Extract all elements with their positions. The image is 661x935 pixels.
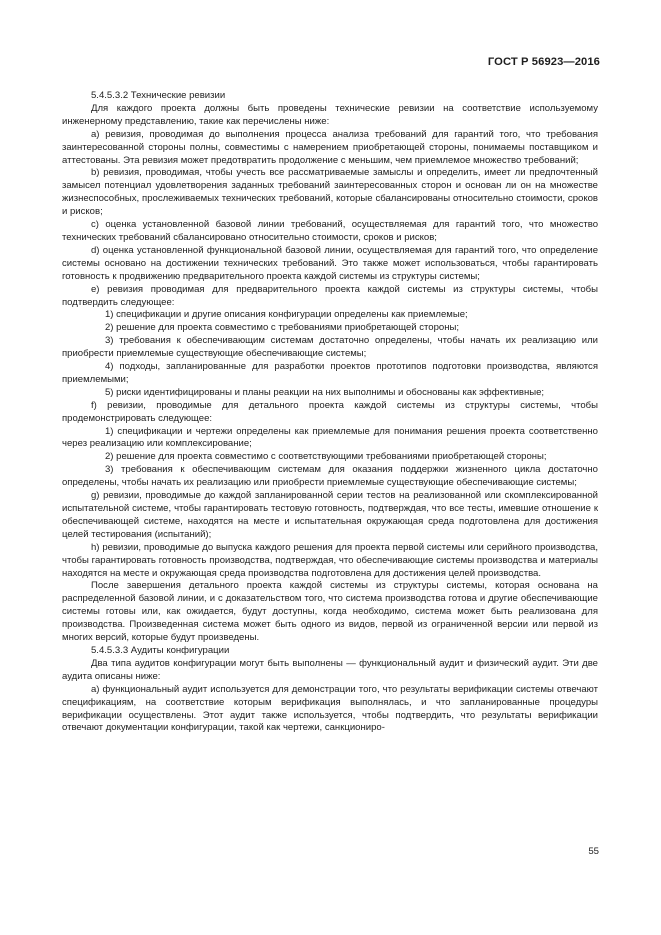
list-item-c: c) оценка установленной базовой линии требований, осуществляемая для гарантий того, что множество технических требований сбалансировано относительно стоимости, сроков и рисков; bbox=[62, 219, 598, 243]
list-item-g: g) ревизии, проводимые до каждой запланированной серии тестов на реализованной или скомплексированной испытательной системе, чтобы гарантировать тестовую готовность, подтверждая, что все тесты, имевшие отношение к обеспечивающей системе, находятся на месте и испытательная окружающая среда подготовлена для достижения целей тестирования (испытаний); bbox=[62, 490, 598, 540]
body-paragraph: Для каждого проекта должны быть проведены технические ревизии на соответствие используемому инженерному представлению, такие как перечислены ниже: bbox=[62, 102, 598, 127]
list-item-f: f) ревизии, проводимые для детального проекта каждой системы из структуры системы, чтобы продемонстрировать следующее: bbox=[62, 399, 598, 424]
section-heading: 5.4.5.3.2 Технические ревизии bbox=[91, 90, 226, 101]
list-item-a: a) ревизия, проводимая до выполнения процесса анализа требований для гарантий того, что требования заинтересованной стороны полны, совместимы с намерением приобретающей стороны, понимаемы поставщиком и аттестованы. Эта ревизия может предотвратить продолжение с меньшим, чем приемлемое множество требований; bbox=[62, 128, 598, 166]
list-item-b: b) ревизия, проводимая, чтобы учесть все рассматриваемые замыслы и определить, имеет ли предпочтенный замысел потенциал удовлетворения заданных требований заинтересованных сторон и основан ли он на множестве жизнеспособных, прослеживаемых технических требований, которые сбалансированы относительно стоимости, сроков и рисков; bbox=[62, 167, 598, 218]
page-number: 55 bbox=[588, 846, 599, 857]
sub-list-item: 2) решение для проекта совместимо с требованиями приобретающей стороны; bbox=[105, 322, 460, 334]
document-body bbox=[62, 90, 598, 735]
sub-list-item: 4) подходы, запланированные для разработки проектов прототипов подготовки производства, являются приемлемыми; bbox=[62, 361, 598, 385]
sub-list-item: 5) риски идентифицированы и планы реакции на них выполнимы и обоснованы как эффективные; bbox=[105, 386, 545, 398]
section-heading: 5.4.5.3.3 Аудиты конфигурации bbox=[91, 644, 230, 656]
body-paragraph: После завершения детального проекта каждой системы из структуры системы, которая основана на распределенной базовой линии, и с доказательством того, что система производства готова и другие обеспечивающие системы готовы или, как ожидается, будут доступны, когда необходимо, система может быть реализована для производства. Произведенная система может быть одного из видов, первой из ограниченной версии или первой из многих версий, которые будут произведены. bbox=[62, 580, 598, 644]
sub-list-item: 2) решение для проекта совместимо с соответствующими требованиями приобретающей стороны; bbox=[105, 451, 547, 463]
body-paragraph: Два типа аудитов конфигурации могут быть выполнены — функциональный аудит и физический аудит. Эти две аудита описаны ниже: bbox=[62, 657, 598, 682]
sub-list-item: 3) требования к обеспечивающим системам достаточно определены, чтобы начать их реализацию или приобрести приемлемые существующие обеспечивающие системы; bbox=[62, 335, 598, 360]
list-item-a: a) функциональный аудит используется для демонстрации того, что результаты верификации системы отвечают спецификациям, на соответствие которым верификация выполнялась, и что запланированные процедуры верификации осуществлены. Этот аудит также используется, чтобы подтвердить, что результаты верификации отвечают документации конфигурации, такой как чертежи, санкциониро- bbox=[62, 683, 598, 734]
list-item-e: e) ревизия проводимая для предварительного проекта каждой системы из структуры системы, чтобы подтвердить следующее: bbox=[62, 283, 598, 308]
list-item-d: d) оценка установленной функциональной базовой линии, осуществляемая для гарантий того, что определение системы основано на достижении технических требований. Это также может использоваться, чтобы гарантировать готовность к продвижению предварительного проекта каждой системы из структуры системы; bbox=[62, 244, 598, 282]
sub-list-item: 3) требования к обеспечивающим системам для оказания поддержки жизненного цикла достаточно определены, чтобы начать их реализацию или приобрести приемлемые существующие обеспечивающие системы; bbox=[62, 464, 598, 489]
list-item-h: h) ревизии, проводимые до выпуска каждого решения для проекта первой системы или серийного производства, чтобы гарантировать готовность производства, подтверждая, что обеспечивающие системы производства и материалы находятся на месте и окружающая среда производства подготовлена для достижения целей производства. bbox=[62, 541, 598, 579]
sub-list-item: 1) спецификации и чертежи определены как приемлемые для понимания решения проекта соответственно через реализацию или комплексирование; bbox=[62, 425, 598, 450]
sub-list-item: 1) спецификации и другие описания конфигурации определены как приемлемые; bbox=[105, 309, 468, 321]
document-header: ГОСТ Р 56923—2016 bbox=[487, 56, 600, 68]
